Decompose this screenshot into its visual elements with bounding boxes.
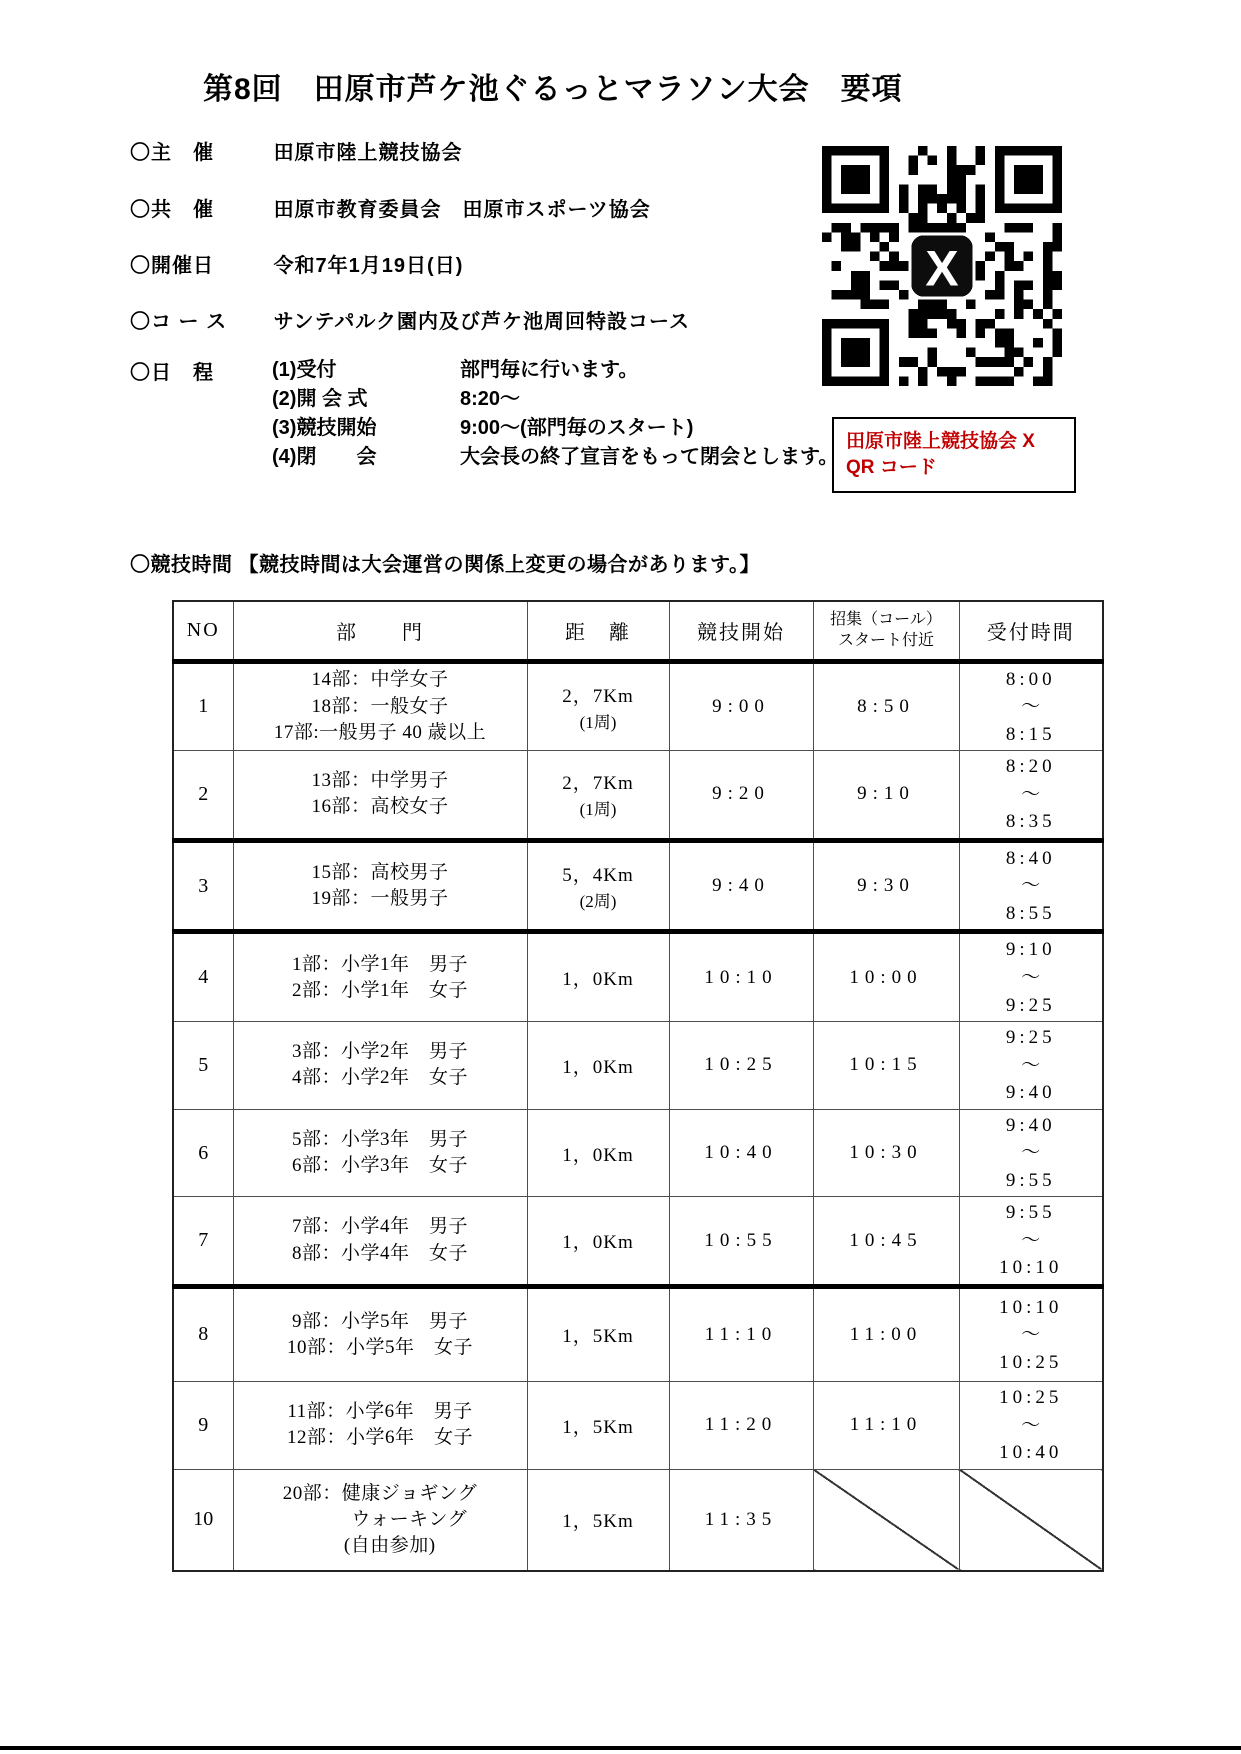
cell-reception-time: 8:20 〜 8:35 [959, 751, 1103, 841]
cell-call-time: 11:10 [813, 1381, 959, 1469]
schedule-item-opening: (2)開 会 式 8:20〜 [272, 388, 521, 410]
cell-department: 15部：高校男子 19部：一般男子 [233, 840, 527, 932]
cell-no: 3 [173, 840, 233, 932]
schedule-table [172, 600, 1104, 1572]
cell-department: 11部：小学6年 男子 12部：小学6年 女子 [233, 1381, 527, 1469]
column-header-1: 部 門 [233, 601, 527, 661]
cell-call-time: 11:00 [813, 1286, 959, 1381]
cell-start-time: 10:55 [669, 1197, 813, 1287]
qr-caption-line2: QR コード [846, 456, 937, 478]
qr-code [822, 146, 1062, 386]
course-label: 〇コ ー ス [130, 311, 228, 333]
co-organizer-row [130, 193, 651, 222]
day-schedule-label: 〇日 程 [130, 362, 214, 384]
cell-reception-time: 8:40 〜 8:55 [959, 840, 1103, 932]
cell-distance: 2，7Km (1周) [527, 661, 669, 751]
cell-department: 3部：小学2年 男子 4部：小学2年 女子 [233, 1022, 527, 1110]
co-organizer-label: 〇共 催 [130, 199, 214, 221]
schedule-table-header [173, 601, 1103, 661]
cell-call-time [813, 1469, 959, 1571]
course-row [130, 305, 690, 334]
course-value: サンテパルク園内及び芦ケ池周回特設コース [273, 311, 690, 333]
cell-no: 7 [173, 1197, 233, 1287]
day-schedule-list [272, 356, 838, 472]
cell-no: 8 [173, 1286, 233, 1381]
cell-department: 20部：健康ジョギング ウォーキング (自由参加) [233, 1469, 527, 1571]
cell-department: 5部：小学3年 男子 6部：小学3年 女子 [233, 1109, 527, 1197]
cell-start-time: 10:25 [669, 1022, 813, 1110]
cell-call-time: 9:10 [813, 751, 959, 841]
page-bottom-rule [0, 1746, 1241, 1750]
cell-distance: 1，0Km [527, 1197, 669, 1287]
cell-call-time: 10:30 [813, 1109, 959, 1197]
cell-start-time: 11:10 [669, 1286, 813, 1381]
cell-reception-time [959, 1469, 1103, 1571]
svg-text:X: X [925, 240, 959, 297]
event-date-label: 〇開催日 [130, 255, 214, 277]
cell-start-time: 10:10 [669, 932, 813, 1022]
column-header-5: 受付時間 [959, 601, 1103, 661]
table-row [173, 1286, 1103, 1381]
cell-no: 9 [173, 1381, 233, 1469]
table-row [173, 661, 1103, 751]
cell-distance: 1，5Km [527, 1469, 669, 1571]
cell-no: 2 [173, 751, 233, 841]
cell-reception-time: 8:00 〜 8:15 [959, 661, 1103, 751]
schedule-item-reception: (1)受付 部門毎に行います。 [272, 359, 639, 381]
organizer-label: 〇主 催 [130, 142, 214, 164]
table-row [173, 1381, 1103, 1469]
cell-start-time: 9:40 [669, 840, 813, 932]
qr-caption-box [832, 417, 1076, 493]
co-organizer-value: 田原市教育委員会 田原市スポーツ協会 [273, 199, 651, 221]
column-header-0: NO [173, 601, 233, 661]
cell-distance: 1，0Km [527, 1109, 669, 1197]
cell-distance: 2，7Km (1周) [527, 751, 669, 841]
schedule-table-body [173, 661, 1103, 1571]
event-date-row [130, 249, 463, 278]
table-row [173, 932, 1103, 1022]
cell-distance: 1，0Km [527, 932, 669, 1022]
cell-department: 14部：中学女子 18部：一般女子 17部:一般男子 40 歳以上 [233, 661, 527, 751]
cell-call-time: 10:15 [813, 1022, 959, 1110]
cell-department: 13部：中学男子 16部：高校女子 [233, 751, 527, 841]
cell-reception-time: 9:40 〜 9:55 [959, 1109, 1103, 1197]
schedule-item-closing: (4)閉 会 大会長の終了宣言をもって閉会とします。 [272, 446, 839, 468]
table-row [173, 1022, 1103, 1110]
cell-reception-time: 9:10 〜 9:25 [959, 932, 1103, 1022]
table-row [173, 1197, 1103, 1287]
table-row [173, 1109, 1103, 1197]
organizer-value: 田原市陸上競技協会 [273, 142, 463, 164]
cell-no: 1 [173, 661, 233, 751]
cell-distance: 1，5Km [527, 1381, 669, 1469]
cell-call-time: 9:30 [813, 840, 959, 932]
cell-call-time: 10:00 [813, 932, 959, 1022]
cell-start-time: 9:20 [669, 751, 813, 841]
column-header-4: 招集（コール） スタート付近 [813, 601, 959, 661]
header-row [173, 601, 1103, 661]
cell-no: 6 [173, 1109, 233, 1197]
section-heading-race-times: 〇競技時間 【競技時間は大会運営の関係上変更の場合があります。】 [130, 554, 760, 576]
cell-no: 4 [173, 932, 233, 1022]
day-schedule-row [130, 356, 268, 385]
cell-no: 5 [173, 1022, 233, 1110]
schedule-item-start: (3)競技開始 9:00〜(部門毎のスタート) [272, 417, 694, 439]
column-header-2: 距 離 [527, 601, 669, 661]
cell-no: 10 [173, 1469, 233, 1571]
cell-reception-time: 10:10 〜 10:25 [959, 1286, 1103, 1381]
cell-department: 1部：小学1年 男子 2部：小学1年 女子 [233, 932, 527, 1022]
table-row [173, 751, 1103, 841]
cell-distance: 1，5Km [527, 1286, 669, 1381]
cell-start-time: 9:00 [669, 661, 813, 751]
page-title: 第8回 田原市芦ケ池ぐるっとマラソン大会 要項 [203, 73, 903, 106]
cell-department: 7部：小学4年 男子 8部：小学4年 女子 [233, 1197, 527, 1287]
cell-call-time: 8:50 [813, 661, 959, 751]
cell-reception-time: 9:55 〜 10:10 [959, 1197, 1103, 1287]
cell-start-time: 10:40 [669, 1109, 813, 1197]
cell-call-time: 10:45 [813, 1197, 959, 1287]
table-row [173, 1469, 1103, 1571]
cell-distance: 1，0Km [527, 1022, 669, 1110]
table-row [173, 840, 1103, 932]
column-header-3: 競技開始 [669, 601, 813, 661]
organizer-row [130, 136, 463, 165]
cell-distance: 5，4Km (2周) [527, 840, 669, 932]
qr-caption-line1: 田原市陸上競技協会 X [846, 430, 1035, 452]
cell-reception-time: 9:25 〜 9:40 [959, 1022, 1103, 1110]
cell-start-time: 11:20 [669, 1381, 813, 1469]
cell-reception-time: 10:25 〜 10:40 [959, 1381, 1103, 1469]
cell-department: 9部：小学5年 男子 10部：小学5年 女子 [233, 1286, 527, 1381]
cell-start-time: 11:35 [669, 1469, 813, 1571]
event-date-value: 令和7年1月19日(日) [273, 255, 464, 277]
